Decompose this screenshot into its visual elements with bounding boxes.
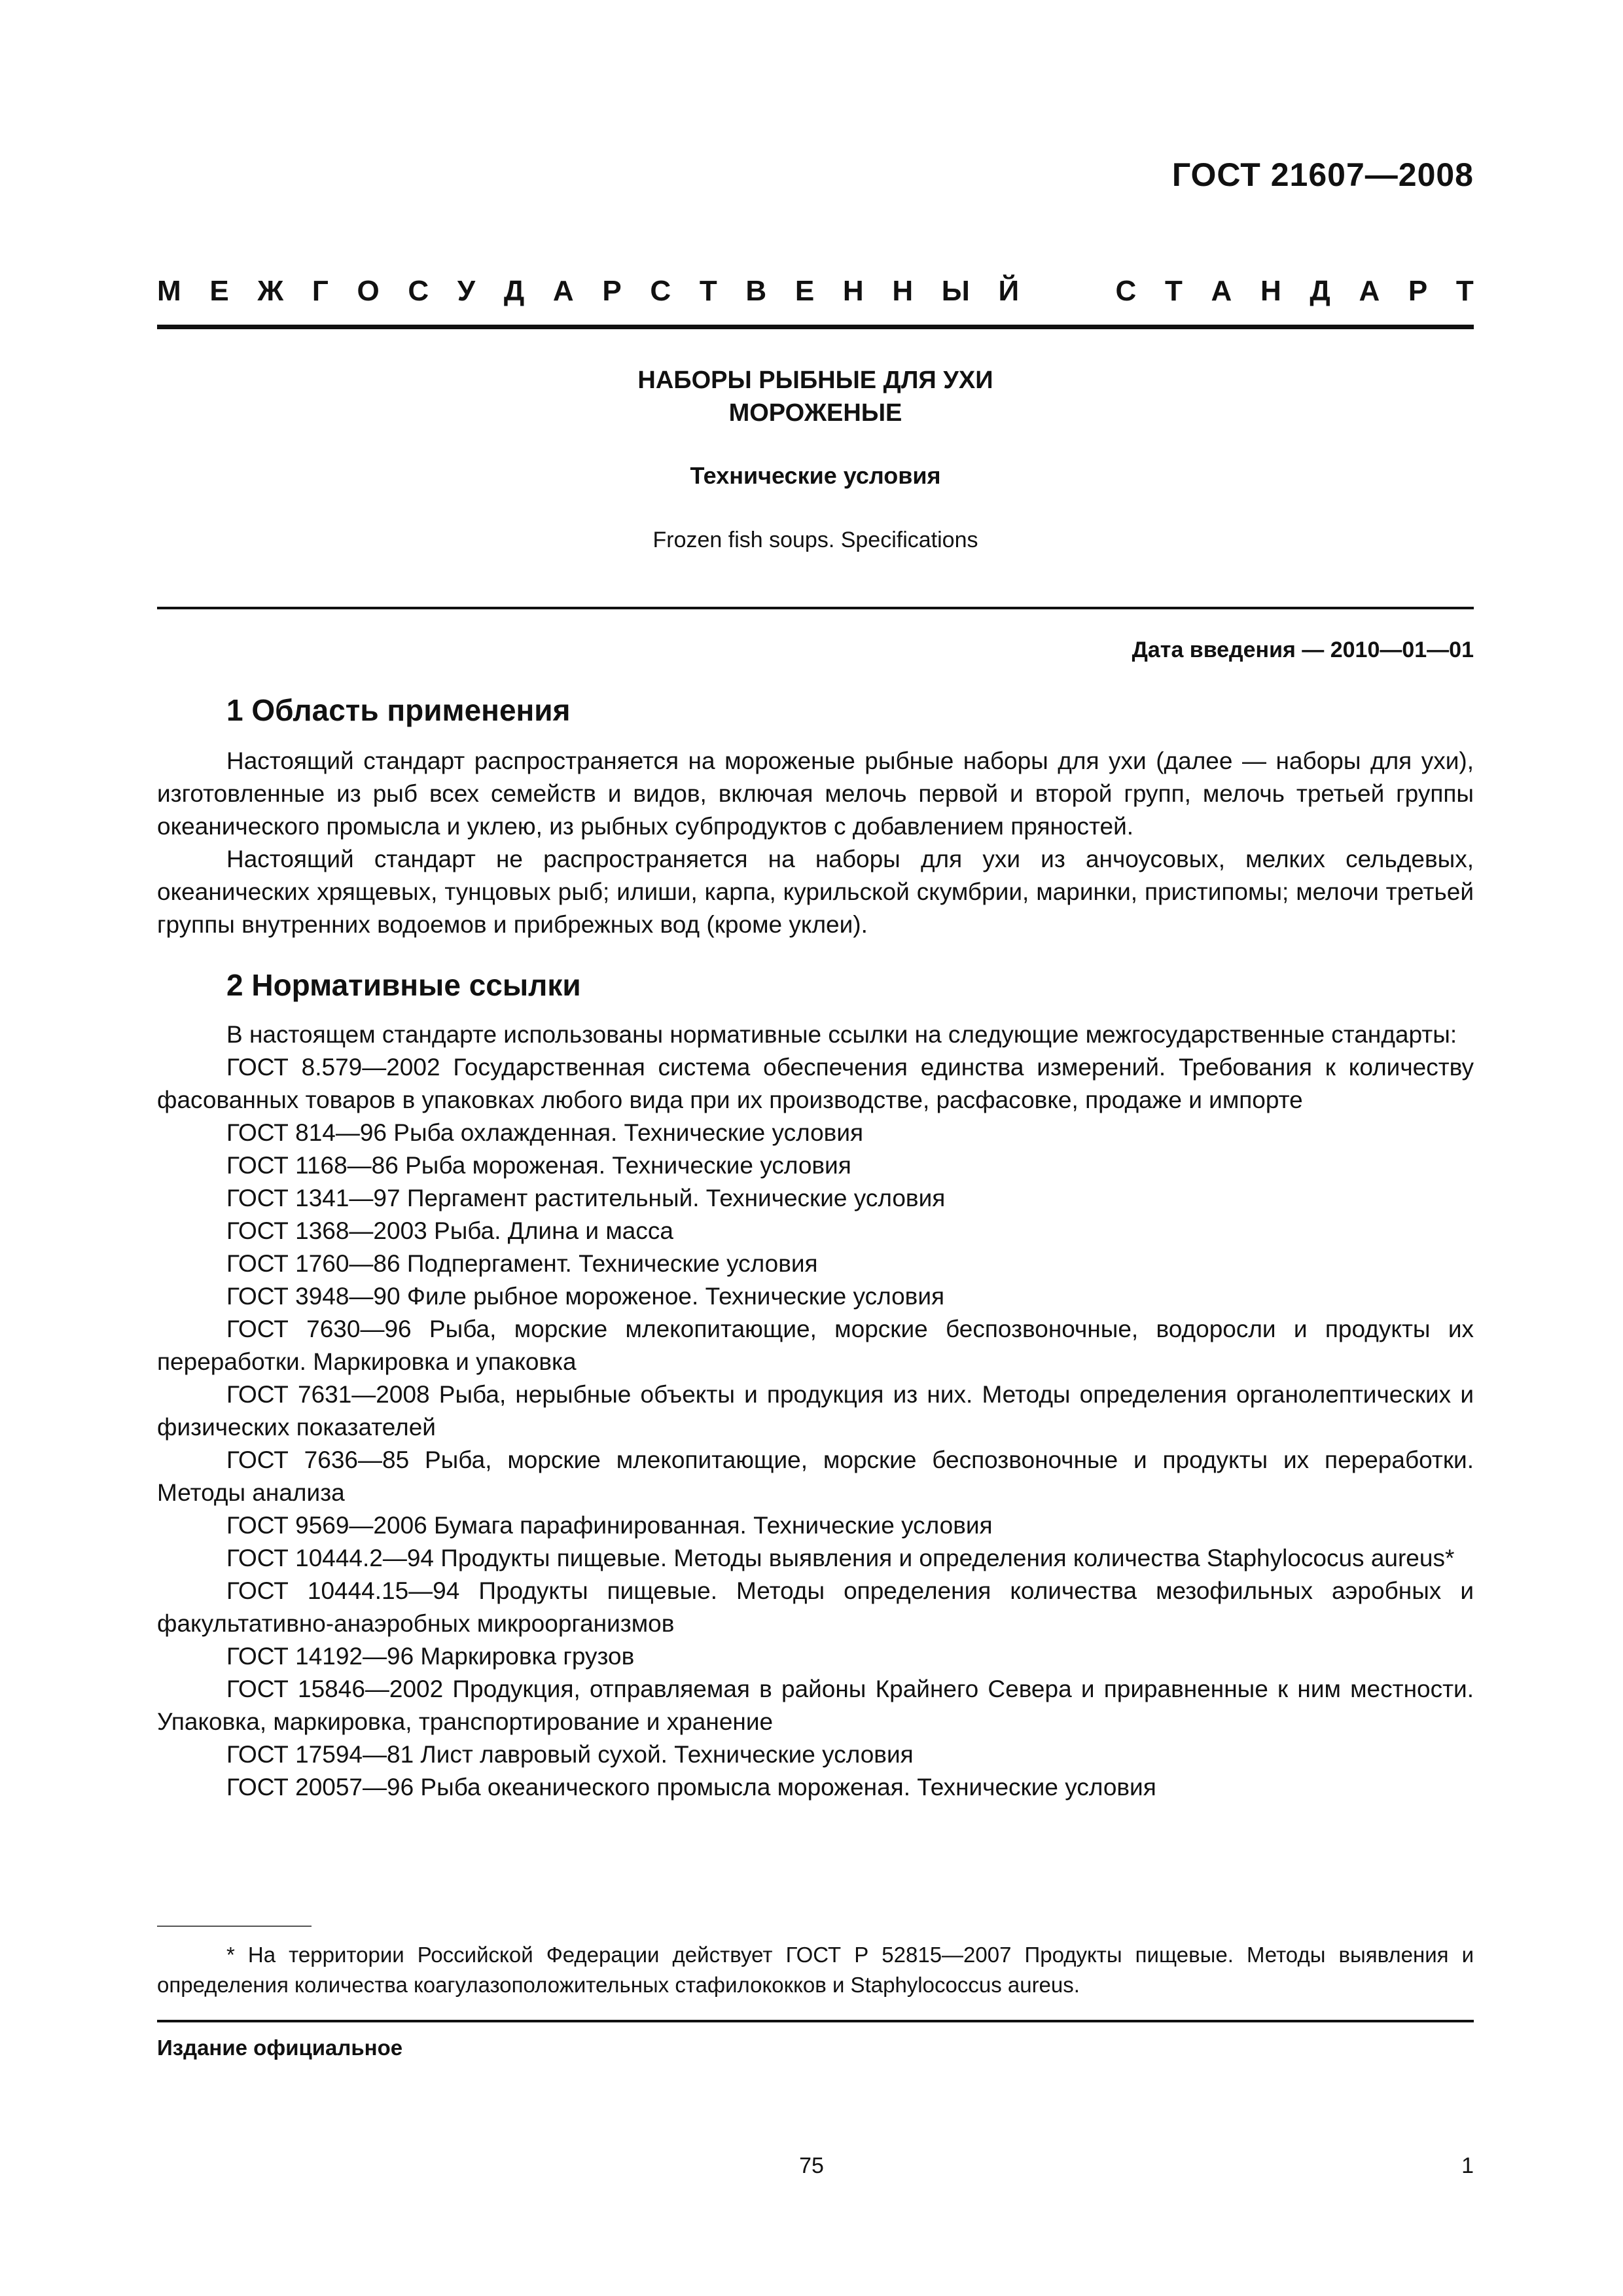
standard-type-letter: В bbox=[745, 275, 767, 307]
document-title bbox=[157, 364, 1474, 429]
section-2-body bbox=[157, 1018, 1474, 1804]
section-1-paragraph: Настоящий стандарт распространяется на мороженые рыбные наборы для ухи (далее — наборы для ухи), изготовленные из рыб всех семейств и видов, включая мелочь первой и второй групп, мелочь третьей группы океанического промысла и уклею, из рыбных субпродуктов с добавлением пряностей. bbox=[157, 747, 1474, 840]
title-divider bbox=[157, 607, 1474, 609]
reference-item: ГОСТ 10444.15—94 Продукты пищевые. Методы определения количества мезофильных аэробных и факультативно-анаэробных микроорганизмов bbox=[157, 1577, 1474, 1637]
section-1-body bbox=[157, 745, 1474, 941]
standard-type-letter: С bbox=[1115, 275, 1137, 307]
reference-item: ГОСТ 17594—81 Лист лавровый сухой. Технические условия bbox=[226, 1741, 914, 1768]
reference-item: ГОСТ 1341—97 Пергамент растительный. Технические условия bbox=[226, 1185, 946, 1211]
standard-type-letter: У bbox=[457, 275, 476, 307]
standard-type-letter: Д bbox=[1310, 275, 1330, 307]
standard-type-letter: Н bbox=[1260, 275, 1281, 307]
standard-type-letter: С bbox=[408, 275, 429, 307]
reference-item: ГОСТ 7636—85 Рыба, морские млекопитающие, морские беспозвоночные и продукты их переработки. Методы анализа bbox=[157, 1446, 1474, 1506]
footnote: * На территории Российской Федерации действует ГОСТ Р 52815—2007 Продукты пищевые. Методы выявления и определения количества коагулазоположительных стафилококков и Staphylococcus aureus. bbox=[157, 1943, 1474, 1997]
document-subtitle: Технические условия bbox=[690, 462, 941, 489]
section-2-heading: 2 Нормативные ссылки bbox=[226, 968, 581, 1002]
standard-type-letter: Т bbox=[699, 275, 717, 307]
standard-type-letter: Р bbox=[602, 275, 622, 307]
standard-type-letter: Е bbox=[794, 275, 815, 307]
standard-type-heading bbox=[157, 275, 1474, 308]
footer-divider bbox=[157, 2020, 1474, 2022]
reference-item: ГОСТ 1760—86 Подпергамент. Технические условия bbox=[226, 1250, 818, 1277]
standard-type-letter: А bbox=[1359, 275, 1380, 307]
standard-type-letter: Т bbox=[1455, 275, 1474, 307]
footnote-separator bbox=[157, 1926, 312, 1927]
standard-type-letter: Ы bbox=[941, 275, 970, 307]
reference-item: ГОСТ 20057—96 Рыба океанического промысла мороженая. Технические условия bbox=[226, 1774, 1156, 1801]
reference-item: ГОСТ 10444.2—94 Продукты пищевые. Методы выявления и определения количества Staphylococus aureus* bbox=[226, 1545, 1455, 1571]
collection-page-number: 75 bbox=[799, 2153, 824, 2178]
standard-type-letter: Е bbox=[209, 275, 229, 307]
reference-item: ГОСТ 14192—96 Маркировка грузов bbox=[226, 1643, 635, 1670]
standard-type-letter: Т bbox=[1164, 275, 1183, 307]
standard-type-letter: Й bbox=[998, 275, 1020, 307]
standard-type-letter: Д bbox=[503, 275, 525, 307]
reference-item: ГОСТ 8.579—2002 Государственная система обеспечения единства измерений. Требования к количеству фасованных товаров в упаковках любого вида при их производстве, расфасовке, продаже и импорте bbox=[157, 1054, 1474, 1113]
reference-item: ГОСТ 7630—96 Рыба, морские млекопитающие, морские беспозвоночные, водоросли и продукты их переработки. Маркировка и упаковка bbox=[157, 1316, 1474, 1375]
standard-type-letter: С bbox=[650, 275, 671, 307]
reference-item: ГОСТ 15846—2002 Продукция, отправляемая в районы Крайнего Севера и приравненные к ним местности. Упаковка, маркировка, транспортирование и хранение bbox=[157, 1676, 1474, 1735]
header-divider bbox=[157, 325, 1474, 329]
official-edition-label: Издание официальное bbox=[157, 2036, 403, 2060]
standard-type-letter: Н bbox=[892, 275, 914, 307]
reference-item: ГОСТ 3948—90 Филе рыбное мороженое. Технические условия bbox=[226, 1283, 945, 1310]
reference-item: ГОСТ 1368—2003 Рыба. Длина и масса bbox=[226, 1217, 673, 1244]
introduction-date: Дата введения — 2010—01—01 bbox=[1132, 637, 1474, 662]
reference-item: ГОСТ 1168—86 Рыба мороженая. Технические условия bbox=[226, 1152, 851, 1179]
reference-item: ГОСТ 9569—2006 Бумага парафинированная. Технические условия bbox=[226, 1512, 993, 1539]
standard-type-letter: Ж bbox=[257, 275, 284, 307]
page-number: 1 bbox=[1461, 2153, 1474, 2178]
document-number: ГОСТ 21607—2008 bbox=[1171, 156, 1474, 193]
standard-type-gap bbox=[1048, 275, 1087, 308]
standard-type-letter: Р bbox=[1408, 275, 1428, 307]
section-2-intro: В настоящем стандарте использованы нормативные ссылки на следующие межгосударственные стандарты: bbox=[226, 1021, 1457, 1048]
title-line-1: НАБОРЫ РЫБНЫЕ ДЛЯ УХИ bbox=[637, 367, 993, 394]
section-1-paragraph: Настоящий стандарт не распространяется на наборы для ухи из анчоусовых, мелких сельдевых, океанических хрящевых, тунцовых рыб; илиши, карпа, курильской скумбрии, маринки, пристипомы; мелочи третьей группы внутренних водоемов и прибрежных вод (кроме уклеи). bbox=[157, 846, 1474, 938]
title-line-2: МОРОЖЕНЫЕ bbox=[728, 399, 902, 427]
standard-type-letter: М bbox=[157, 275, 181, 307]
standard-type-letter: А bbox=[552, 275, 574, 307]
document-subtitle-english: Frozen fish soups. Specifications bbox=[652, 528, 978, 552]
reference-item: ГОСТ 814—96 Рыба охлажденная. Технические условия bbox=[226, 1119, 864, 1146]
section-1-heading: 1 Область применения bbox=[226, 693, 571, 727]
standard-type-letter: А bbox=[1211, 275, 1232, 307]
reference-item: ГОСТ 7631—2008 Рыба, нерыбные объекты и продукция из них. Методы определения органолептических и физических показателей bbox=[157, 1381, 1474, 1441]
standard-type-letter: Г bbox=[312, 275, 329, 307]
standard-type-letter: Н bbox=[842, 275, 864, 307]
standard-type-letter: О bbox=[357, 275, 380, 307]
